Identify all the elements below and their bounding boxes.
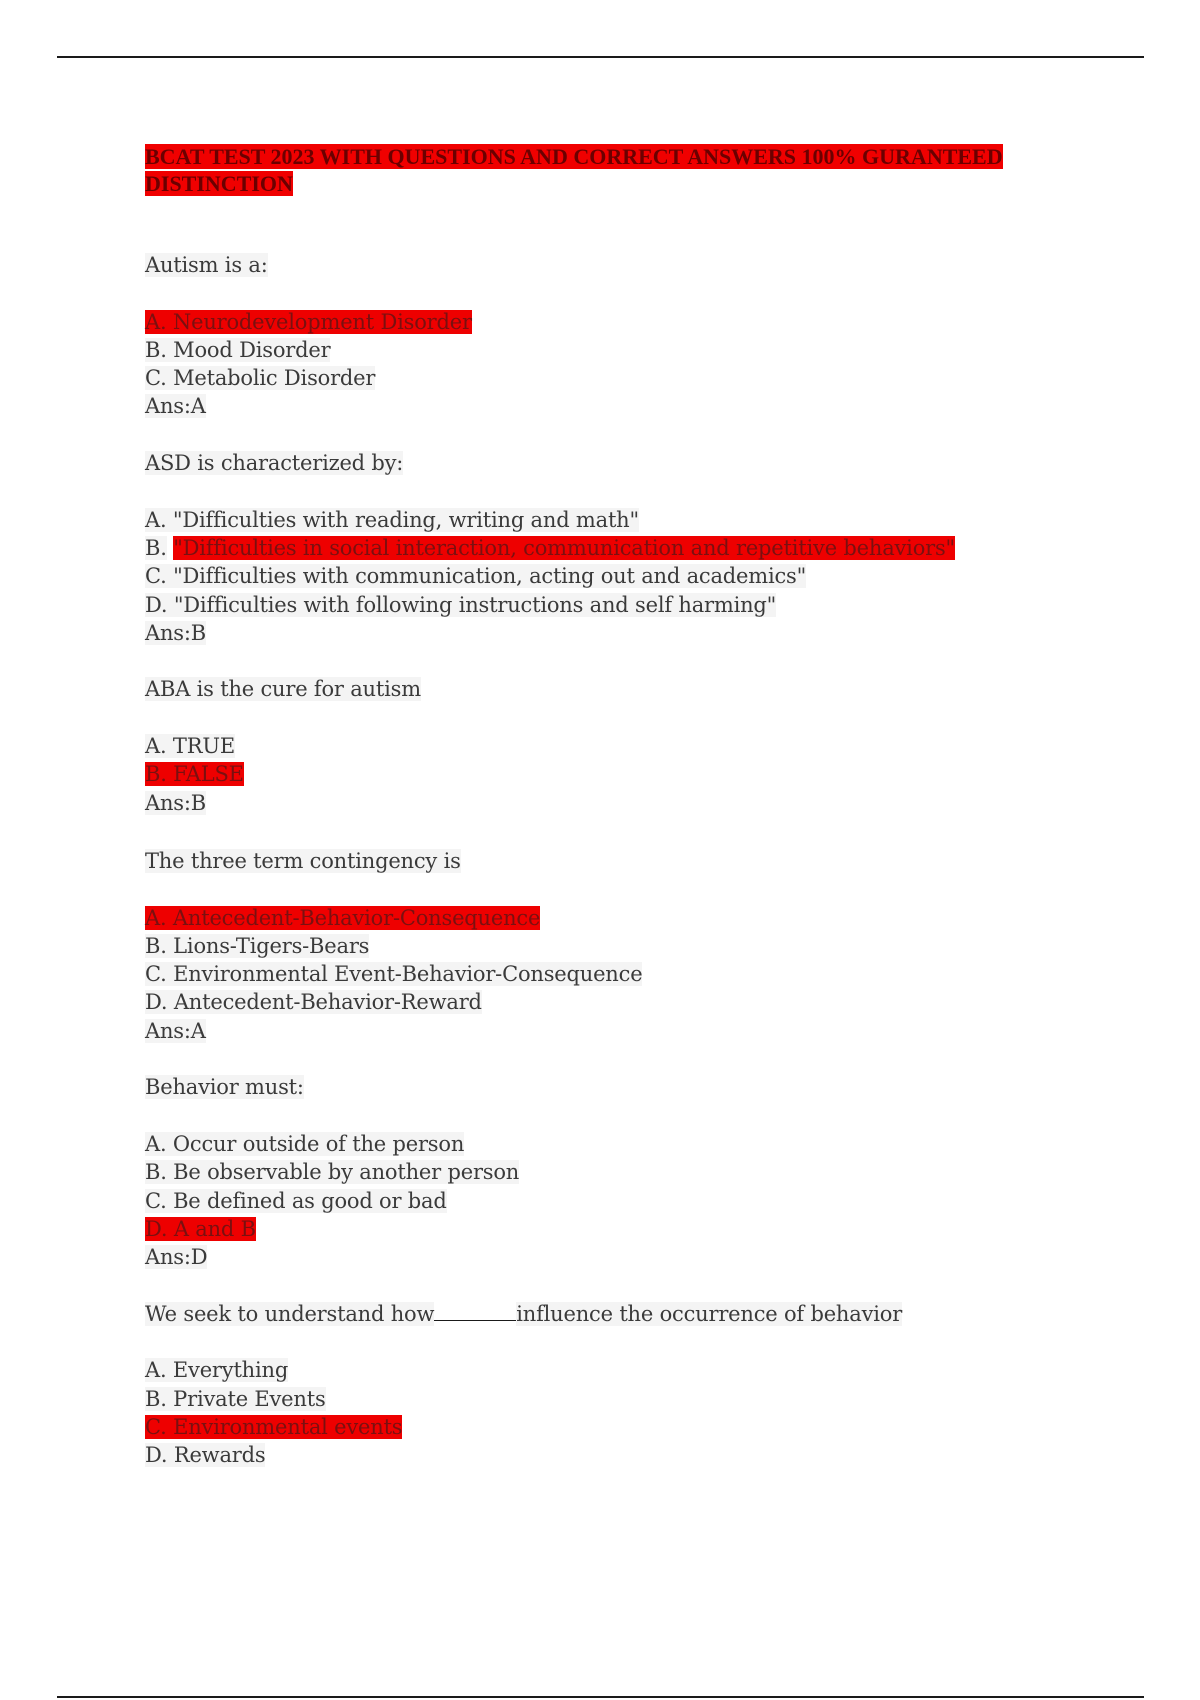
option: D. Rewards [145,1443,266,1468]
option-correct: A. Neurodevelopment Disorder [145,309,472,334]
option-correct: B. "Difficulties in social interaction, communication and repetitive behaviors" [145,535,956,560]
option: C. Environmental Event-Behavior-Consequence [145,962,643,987]
answer-key: Ans:A [145,394,206,419]
option: B. Mood Disorder [145,337,331,362]
question-stem: Behavior must: [145,1075,304,1100]
option-correct: D. A and B [145,1216,256,1241]
fill-in-blank [434,1302,516,1321]
option: B. Be observable by another person [145,1160,520,1185]
option: A. "Difficulties with reading, writing and math" [145,507,639,532]
option: A. Everything [145,1358,289,1383]
question-5 [145,1073,1105,1271]
option: A. TRUE [145,734,235,759]
option: A. Occur outside of the person [145,1131,465,1156]
option: D. "Difficulties with following instructions and self harming" [145,592,777,617]
option: B. Lions-Tigers-Bears [145,933,370,958]
header-rule [57,56,1144,58]
answer-key: Ans:D [145,1245,208,1270]
question-4 [145,847,1105,1045]
question-stem: ASD is characterized by: [145,451,404,476]
answer-key: Ans:B [145,790,206,815]
option: C. Be defined as good or bad [145,1188,447,1213]
question-stem: We seek to understand how influence the occurrence of behavior [145,1301,903,1326]
answer-key: Ans:B [145,620,206,645]
question-stem: ABA is the cure for autism [145,677,421,702]
question-2 [145,449,1105,647]
option-correct: B. FALSE [145,762,244,787]
question-6 [145,1300,1105,1470]
question-1 [145,251,1105,421]
option: C. Metabolic Disorder [145,366,376,391]
document-body [145,143,1105,1469]
question-stem: Autism is a: [145,253,268,277]
footer-rule [57,1696,1144,1698]
option: D. Antecedent-Behavior-Reward [145,990,482,1015]
option-correct: C. Environmental events [145,1414,403,1439]
option: C. "Difficulties with communication, acting out and academics" [145,564,807,589]
option-correct: A. Antecedent-Behavior-Consequence [145,905,541,930]
option: B. Private Events [145,1386,326,1411]
question-stem: The three term contingency is [145,848,461,873]
question-3 [145,675,1105,816]
answer-key: Ans:A [145,1018,206,1043]
document-title: BCAT TEST 2023 WITH QUESTIONS AND CORRECT ANSWERS 100% GURANTEED DISTINCTION [145,144,1003,196]
